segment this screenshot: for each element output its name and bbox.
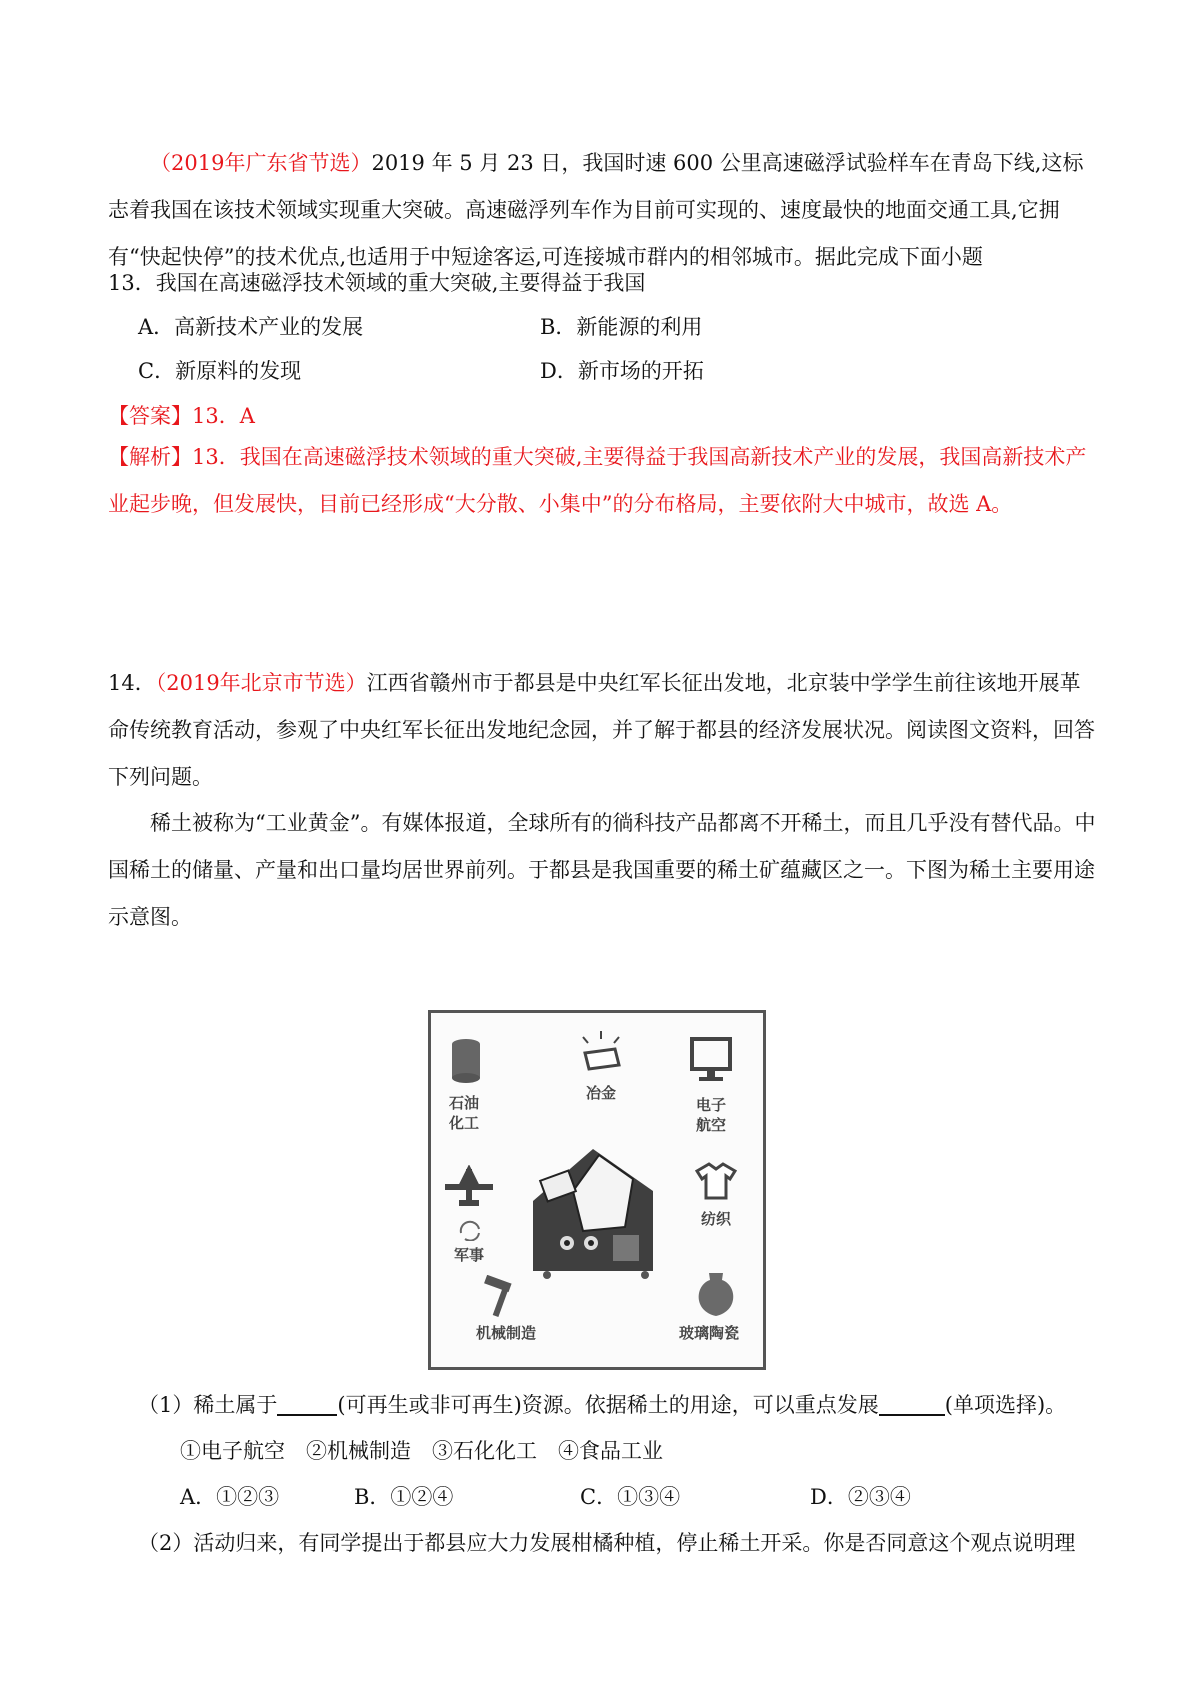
q14-intro-text: 江西省赣州市于都县是中央红军长征出发地，北京装中学学生前往该地开展革命传统教育活动，参观了中央红军长征出发地纪念园，并了解于都县的经济发展状况。阅读图文资料，回答下列问题。 xyxy=(108,671,1095,789)
sub1-part-c: (单项选择)。 xyxy=(944,1393,1067,1417)
metallurgy-icon xyxy=(571,1029,631,1077)
q14-option-b: B．①②④ xyxy=(354,1485,454,1509)
sub1-part-b: (可再生或非可再生)资源。依据稀土的用途，可以重点发展 xyxy=(337,1393,879,1417)
q14-sub2: （2）活动归来，有同学提出于都县应大力发展柑橘种植，停止稀土开采。你是否同意这个观点说明理 xyxy=(138,1531,1076,1555)
sub1-part-a: （1）稀土属于 xyxy=(138,1393,278,1417)
analysis-text: 13．我国在高速磁浮技术领域的重大突破,主要得益于我国高新技术产业的发展，我国高新技术产业起步晚，但发展快，目前已经形成“大分散、小集中”的分布格局，主要依附大中城市，故选 A。 xyxy=(108,445,1087,516)
q14-option-a: A．①②③ xyxy=(180,1485,280,1509)
label-glass-ceramics: 玻璃陶瓷 xyxy=(678,1324,739,1342)
rare-earth-uses-figure xyxy=(428,1010,766,1370)
q13-intro-text: 2019 年 5 月 23 日，我国时速 600 公里高速磁浮试验样车在青岛下线,这标志着我国在该技术领域实现重大突破。高速磁浮列车作为目前可实现的、速度最快的地面交通工具,它拥有“快起快停”的技术优点,也适用于中短途客运,可连接城市群内的相邻城市。据此完成下面小题 xyxy=(108,151,1084,269)
hammer-icon xyxy=(481,1275,521,1321)
answer-label: 【答案】 xyxy=(108,404,192,428)
label-metallurgy: 冶金 xyxy=(585,1084,616,1102)
q14-choices: ①电子航空 ②机械制造 ③石化化工 ④食品工业 xyxy=(180,1439,663,1463)
q13-stem: 13．我国在高速磁浮技术领域的重大突破,主要得益于我国 xyxy=(108,271,646,295)
vase-icon xyxy=(693,1271,739,1319)
answer-blank-2[interactable] xyxy=(879,1394,945,1416)
q13-option-a: A．高新技术产业的发展 xyxy=(138,315,364,339)
q14-option-c: C．①③④ xyxy=(580,1485,681,1509)
q13-analysis xyxy=(108,434,1098,528)
q14-material: 稀土被称为“工业黄金”。有媒体报道，全球所有的徜科技产品都离不开稀土，而且几乎没有替代品。中国稀土的储量、产量和出口量均居世界前列。于都县是我国重要的稀土矿蕴藏区之一。下图为稀土主要用途示意图。 xyxy=(108,811,1096,929)
analysis-label: 【解析】 xyxy=(108,445,192,469)
rare-earth-house-icon xyxy=(513,1131,673,1281)
label-electronics-aviation: 电子 航空 xyxy=(695,1096,726,1134)
q13-answer xyxy=(108,401,255,431)
monitor-icon xyxy=(689,1037,733,1085)
answer-value: 13．A xyxy=(192,404,255,428)
label-military: 军事 xyxy=(453,1246,484,1264)
label-machinery: 机械制造 xyxy=(475,1324,536,1342)
q14-number: 14． xyxy=(108,671,156,695)
q14-source: （2019年北京市节选） xyxy=(155,671,367,695)
q13-option-d: D．新市场的开拓 xyxy=(540,359,704,383)
q13-option-b: B．新能源的利用 xyxy=(540,315,703,339)
shirt-icon xyxy=(693,1161,739,1201)
q14-sub1 xyxy=(138,1390,1066,1420)
q13-option-c: C．新原料的发现 xyxy=(138,359,302,383)
q13-source: （2019年广东省节选） xyxy=(150,151,372,175)
q14-option-d: D．②③④ xyxy=(810,1485,911,1509)
label-petrochemical: 石油 化工 xyxy=(448,1094,479,1132)
recycle-icon xyxy=(457,1219,483,1241)
airplane-icon xyxy=(443,1165,495,1209)
q13-intro xyxy=(108,140,1098,281)
q14-intro xyxy=(108,660,1098,801)
oil-barrel-icon xyxy=(449,1037,483,1085)
label-textile: 纺织 xyxy=(700,1210,731,1228)
answer-blank-1[interactable] xyxy=(277,1394,337,1416)
